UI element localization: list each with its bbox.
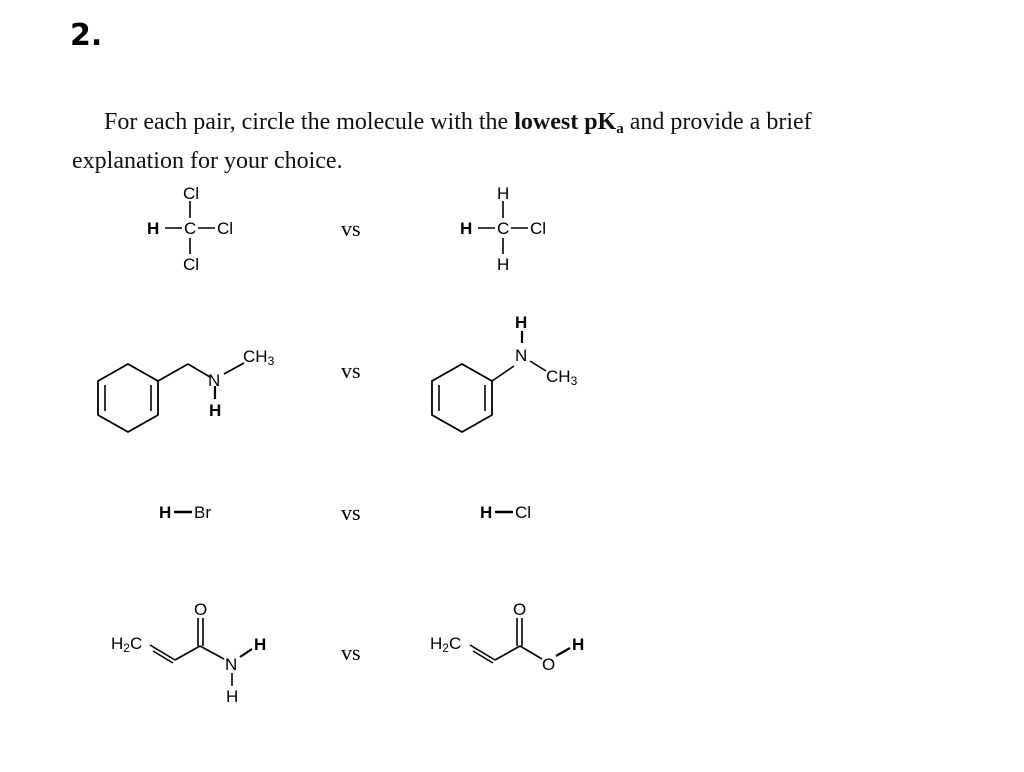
atom-n: N	[515, 346, 528, 365]
atom-cl-right: Cl	[217, 219, 234, 238]
group-ch3: CH3	[546, 367, 578, 388]
group-ch3: CH3	[243, 347, 275, 368]
atom-h-top: H	[497, 184, 510, 203]
atom-h: H	[460, 219, 473, 238]
atom-br: Br	[194, 503, 211, 522]
atom-cl-right: Cl	[530, 219, 547, 238]
molecule-n-methylbenzylamine[interactable]	[98, 363, 244, 432]
group-h2c: H2C	[111, 634, 143, 655]
atom-h-bottom: H	[497, 255, 510, 274]
atom-h-amide-2: H	[226, 687, 239, 706]
atom-o-hydroxyl: O	[542, 655, 556, 674]
question-number: 2.	[70, 18, 103, 53]
molecule-n-methylaniline[interactable]	[432, 331, 546, 432]
atom-h: H	[480, 503, 493, 522]
atom-c: C	[184, 219, 197, 238]
atom-h-amide-1: H	[254, 635, 267, 654]
vs-label-pair-1: vs	[341, 216, 361, 241]
prompt-text-post: and provide a brief explanation for your choice.	[72, 109, 812, 174]
atom-h: H	[147, 219, 160, 238]
prompt-text-bold: lowest $pK_a$	[514, 109, 624, 137]
vs-label-pair-4: vs	[341, 640, 361, 665]
atom-n: N	[225, 655, 238, 674]
atom-o-carbonyl: O	[513, 600, 527, 619]
atom-n: N	[208, 371, 221, 390]
atom-h: H	[209, 401, 222, 420]
group-h2c: H2C	[430, 634, 462, 655]
atom-c: C	[497, 219, 510, 238]
atom-o-carbonyl: O	[194, 600, 208, 619]
atom-cl-bottom: Cl	[183, 255, 200, 274]
molecule-acrylamide[interactable]	[150, 618, 252, 686]
vs-label-pair-3: vs	[341, 500, 361, 525]
atom-h: H	[159, 503, 172, 522]
atom-h: H	[515, 313, 528, 332]
prompt-text-pre: For each pair, circle the molecule with the	[104, 109, 515, 135]
atom-cl-top: Cl	[183, 184, 200, 203]
atom-cl: Cl	[515, 503, 532, 522]
vs-label-pair-2: vs	[341, 358, 361, 383]
prompt-subscript: a	[616, 121, 624, 137]
atom-h-hydroxyl: H	[572, 635, 585, 654]
